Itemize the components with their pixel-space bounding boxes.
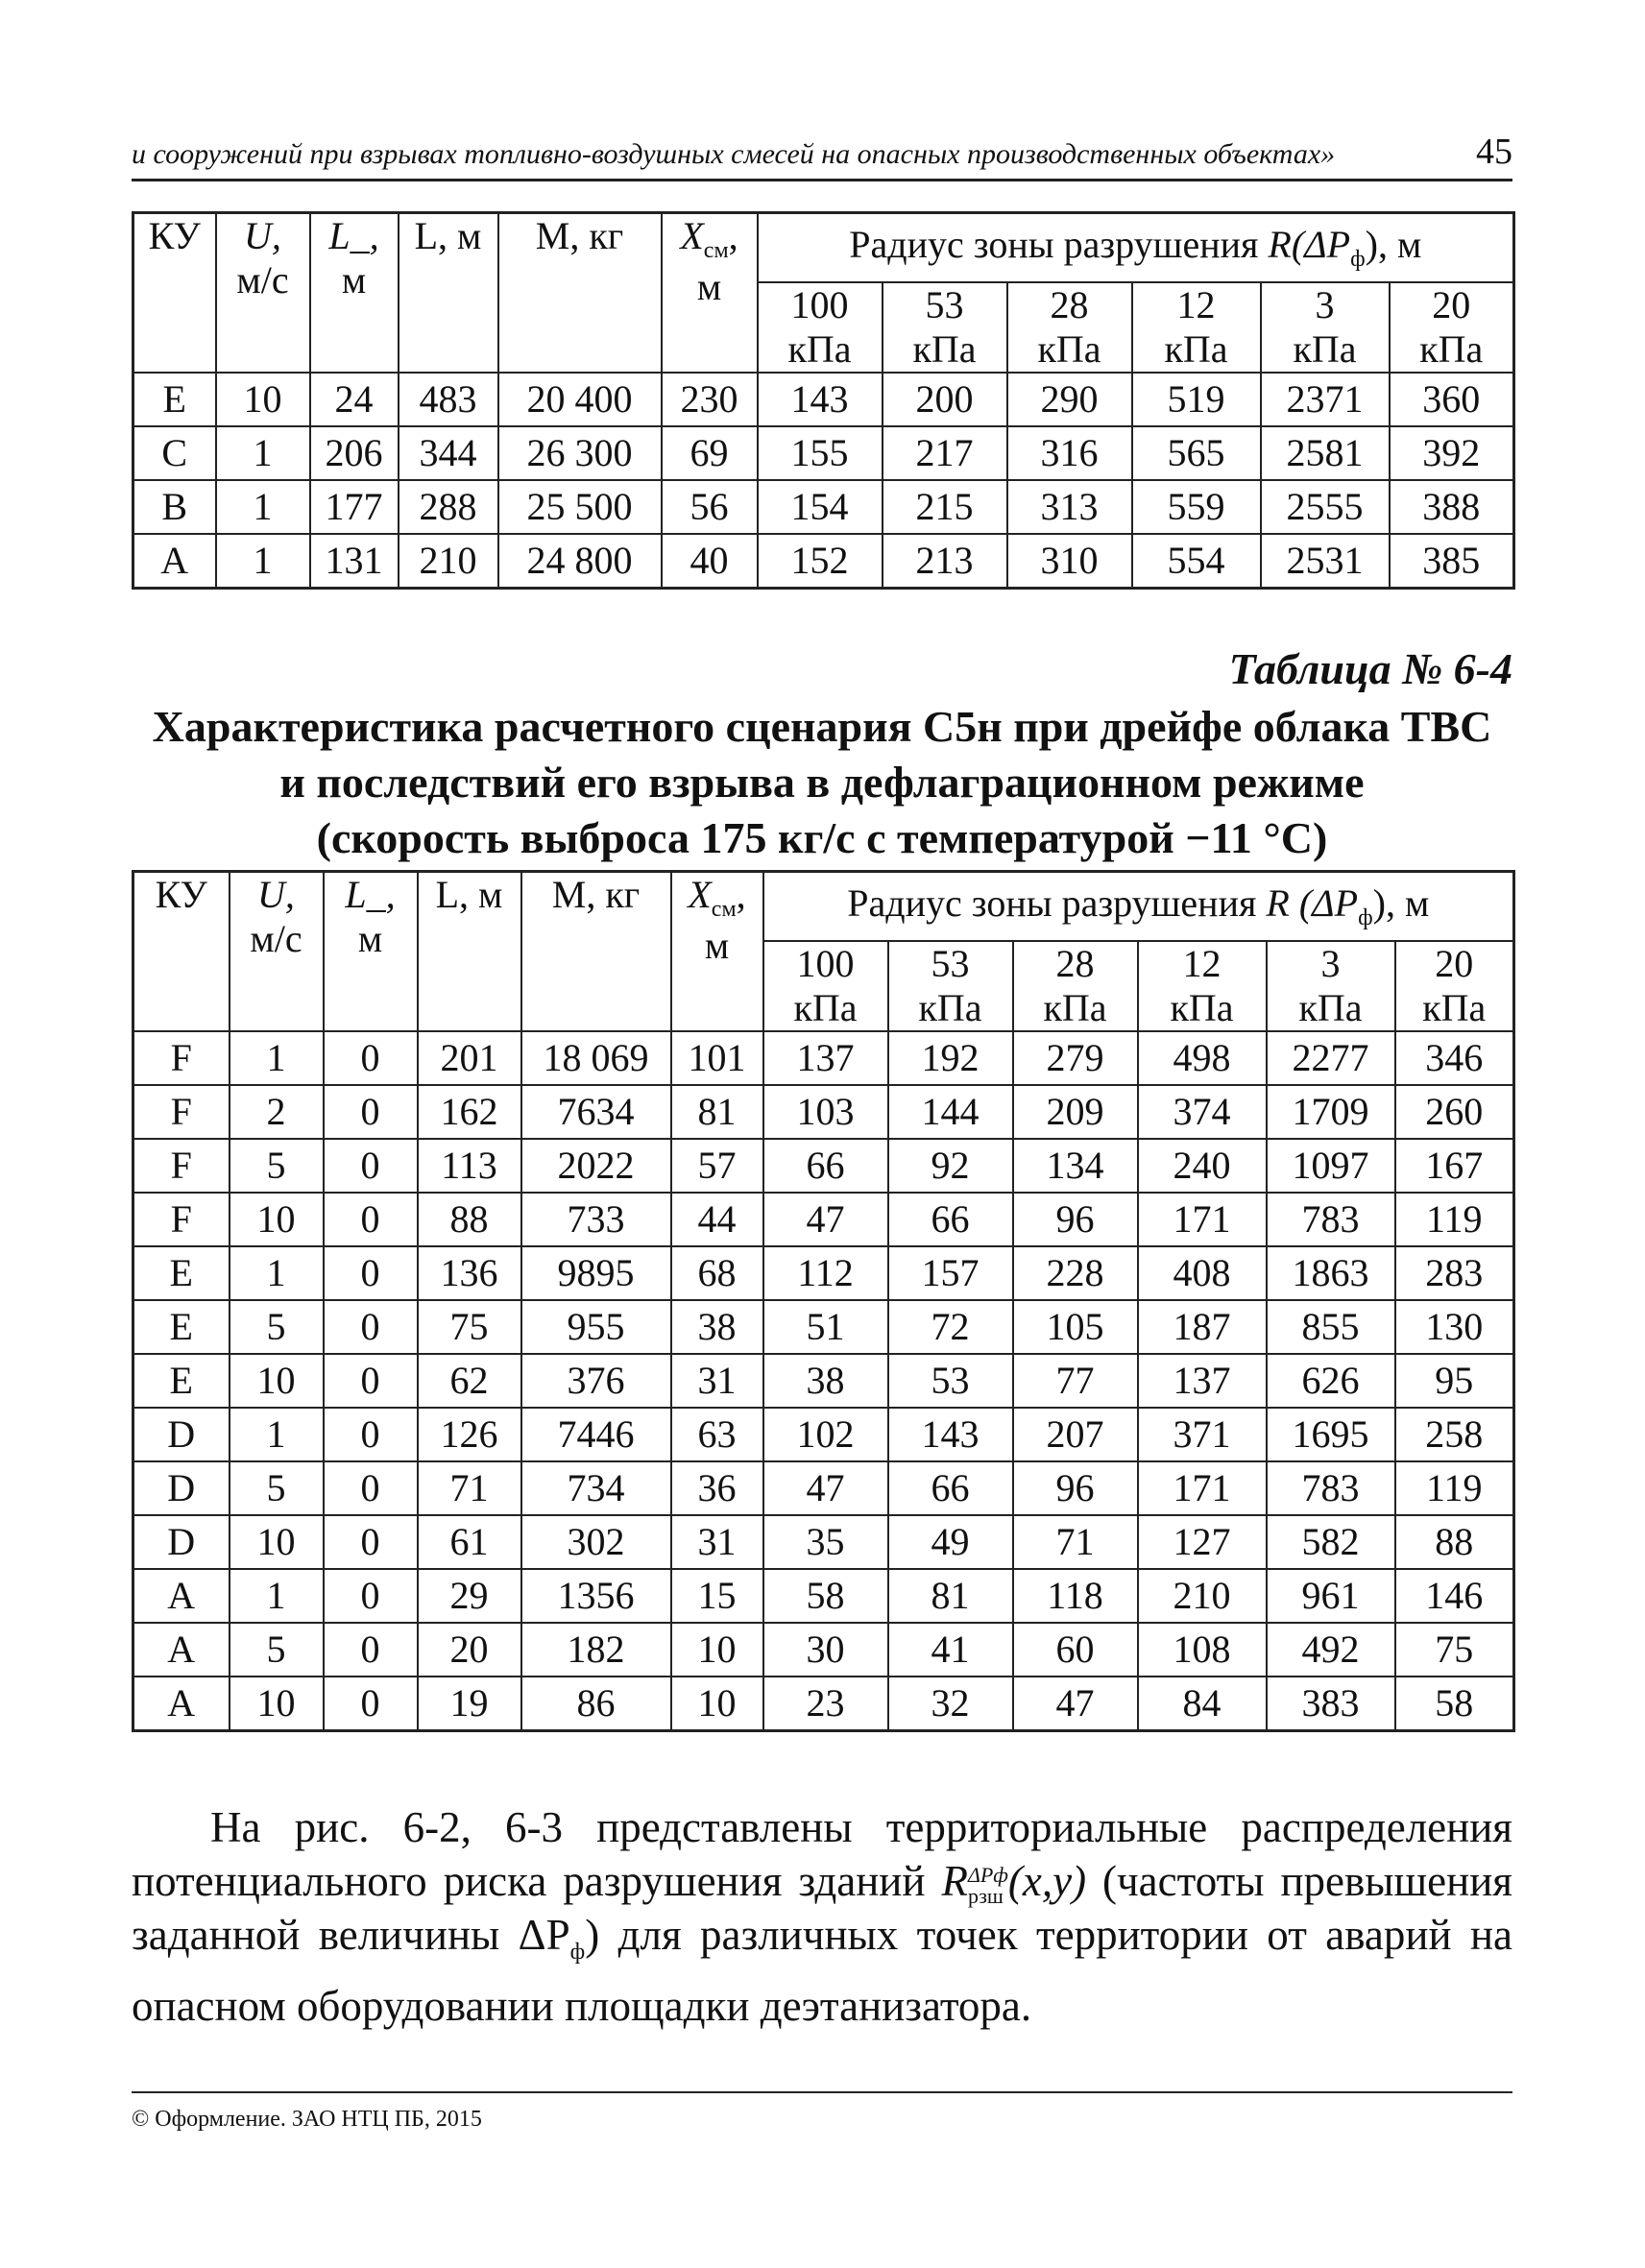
table-cell: 217 — [883, 426, 1007, 480]
col-ku: КУ — [133, 213, 216, 374]
table-cell: E — [133, 1246, 230, 1300]
table-cell: 955 — [521, 1300, 671, 1354]
col-pressure — [1267, 941, 1395, 1031]
table-cell: 258 — [1395, 1408, 1514, 1461]
table-cell: 130 — [1395, 1300, 1514, 1354]
table-cell: 61 — [418, 1515, 521, 1569]
table-cell: 72 — [888, 1300, 1013, 1354]
table-row — [133, 373, 1514, 426]
table-cell: 302 — [521, 1515, 671, 1569]
table-cell: 10 — [216, 373, 310, 426]
table-cell: 0 — [324, 1354, 418, 1408]
table-cell: 2555 — [1261, 480, 1390, 534]
pressure-value: 3 — [1320, 942, 1341, 985]
pressure-value: 20 — [1435, 942, 1474, 985]
table-cell: 0 — [324, 1623, 418, 1677]
table-row — [133, 1677, 1514, 1731]
table-cell: 105 — [1013, 1300, 1138, 1354]
table-cell: 155 — [758, 426, 883, 480]
table-cell: 392 — [1390, 426, 1514, 480]
table-cell: 1356 — [521, 1569, 671, 1623]
table-cell: 310 — [1007, 534, 1132, 589]
table-cell: 213 — [883, 534, 1007, 589]
table-cell: 230 — [662, 373, 758, 426]
body-paragraph — [132, 1800, 1512, 2033]
table-cell: A — [133, 1623, 230, 1677]
pressure-unit: кПа — [793, 986, 858, 1029]
pressure-unit: кПа — [1293, 327, 1357, 371]
col-l: L, м — [399, 213, 498, 374]
table-cell: 25 500 — [498, 480, 662, 534]
table-cell: 112 — [763, 1246, 888, 1300]
table-cell: 23 — [763, 1677, 888, 1731]
table-cell: 136 — [418, 1246, 521, 1300]
table-cell: 60 — [1013, 1623, 1138, 1677]
table-cell: 1 — [230, 1569, 324, 1623]
table-cell: 95 — [1395, 1354, 1514, 1408]
col-ku: КУ — [133, 872, 230, 1032]
table-cell: 69 — [662, 426, 758, 480]
table-caption-title — [132, 699, 1512, 866]
table-row — [133, 1139, 1514, 1193]
running-header — [132, 123, 1512, 181]
table-cell: 565 — [1132, 426, 1261, 480]
table-cell: 209 — [1013, 1085, 1138, 1139]
table-cell: C — [133, 426, 216, 480]
table-cell: 75 — [418, 1300, 521, 1354]
table-row — [133, 1569, 1514, 1623]
table-row — [133, 480, 1514, 534]
col-pressure — [758, 282, 883, 373]
col-m: M, кг — [498, 213, 662, 374]
table-cell: 1709 — [1267, 1085, 1395, 1139]
table-cell: 316 — [1007, 426, 1132, 480]
table-cell: 10 — [230, 1677, 324, 1731]
table-cell: 152 — [758, 534, 883, 589]
table-cell: 210 — [399, 534, 498, 589]
table-cell: 200 — [883, 373, 1007, 426]
table-cell: 15 — [671, 1569, 763, 1623]
table-cell: 51 — [763, 1300, 888, 1354]
col-radius: Радиус зоны разрушения $R(\Delta P_ф)$, м — [758, 213, 1514, 283]
table-cell: 134 — [1013, 1139, 1138, 1193]
table-6-4 — [132, 870, 1515, 1732]
table-cell: 119 — [1395, 1193, 1514, 1246]
table-cell: 118 — [1013, 1569, 1138, 1623]
pressure-value: 20 — [1432, 283, 1471, 326]
table-cell: 20 — [418, 1623, 521, 1677]
table-cell: 24 800 — [498, 534, 662, 589]
running-title: и сооружений при взрывах топливно-воздушных смесей на опасных производственных объектах» — [132, 138, 1336, 170]
col-pressure — [1132, 282, 1261, 373]
table-cell: 1 — [230, 1031, 324, 1085]
table-cell: 56 — [662, 480, 758, 534]
paragraph-text: На рис. 6-2, 6-3 представлены территориальные распределения потенциального риска разрушения зданий — [132, 1803, 1512, 1905]
table-cell: 0 — [324, 1677, 418, 1731]
table-cell: 44 — [671, 1193, 763, 1246]
table-cell: 1 — [216, 534, 310, 589]
table-cell: 81 — [671, 1085, 763, 1139]
table-cell: 2277 — [1267, 1031, 1395, 1085]
table-cell: 96 — [1013, 1193, 1138, 1246]
table-cell: 81 — [888, 1569, 1013, 1623]
table-cell: 38 — [671, 1300, 763, 1354]
table-cell: 734 — [521, 1461, 671, 1515]
col-pressure — [1261, 282, 1390, 373]
table-cell: 187 — [1138, 1300, 1267, 1354]
table-cell: 559 — [1132, 480, 1261, 534]
table-row — [133, 426, 1514, 480]
table-row — [133, 1461, 1514, 1515]
table-cell: 177 — [310, 480, 399, 534]
table-cell: 103 — [763, 1085, 888, 1139]
table-scenario-previous — [132, 211, 1515, 590]
table-cell: 0 — [324, 1193, 418, 1246]
table-cell: 371 — [1138, 1408, 1267, 1461]
table-cell: 137 — [763, 1031, 888, 1085]
table-cell: F — [133, 1193, 230, 1246]
table-cell: 102 — [763, 1408, 888, 1461]
caption-line: и последствий его взрыва в дефлаграционном режиме — [279, 758, 1365, 807]
pressure-value: 28 — [1055, 942, 1095, 985]
table-cell: 66 — [888, 1193, 1013, 1246]
table-cell: 47 — [763, 1193, 888, 1246]
table-cell: 201 — [418, 1031, 521, 1085]
table-row — [133, 1354, 1514, 1408]
table-cell: 88 — [1395, 1515, 1514, 1569]
table-cell: 96 — [1013, 1461, 1138, 1515]
table-row — [133, 1031, 1514, 1085]
page-number: 45 — [1476, 132, 1512, 172]
col-m: M, кг — [521, 872, 671, 1032]
col-pressure — [1007, 282, 1132, 373]
table-cell: 492 — [1267, 1623, 1395, 1677]
table-cell: 47 — [1013, 1677, 1138, 1731]
table-cell: 171 — [1138, 1193, 1267, 1246]
table-row — [133, 1085, 1514, 1139]
table-cell: F — [133, 1139, 230, 1193]
table-cell: 143 — [758, 373, 883, 426]
table-cell: 0 — [324, 1408, 418, 1461]
table-cell: 0 — [324, 1085, 418, 1139]
table-cell: 30 — [763, 1623, 888, 1677]
table-cell: 41 — [888, 1623, 1013, 1677]
table-cell: A — [133, 1677, 230, 1731]
formula-sub-f: ф — [569, 1940, 586, 1965]
pressure-value: 12 — [1176, 283, 1216, 326]
col-pressure — [1390, 282, 1514, 373]
table-cell: 31 — [671, 1354, 763, 1408]
table-cell: 1 — [230, 1246, 324, 1300]
col-pressure — [1395, 941, 1514, 1031]
table-cell: 88 — [418, 1193, 521, 1246]
table-cell: 113 — [418, 1139, 521, 1193]
col-radius: Радиус зоны разрушения R $(\Delta P_ф)$, м — [763, 872, 1514, 942]
table-cell: F — [133, 1031, 230, 1085]
table-cell: F — [133, 1085, 230, 1139]
table-cell: 0 — [324, 1569, 418, 1623]
pressure-unit: кПа — [1422, 986, 1487, 1029]
pressure-unit: кПа — [918, 986, 982, 1029]
table-cell: 376 — [521, 1354, 671, 1408]
table-cell: 20 400 — [498, 373, 662, 426]
col-u: U, м/с — [216, 213, 310, 374]
table-cell: 126 — [418, 1408, 521, 1461]
table-cell: 279 — [1013, 1031, 1138, 1085]
table-cell: 0 — [324, 1139, 418, 1193]
table-cell: 2581 — [1261, 426, 1390, 480]
pressure-unit: кПа — [787, 327, 852, 371]
table-cell: 192 — [888, 1031, 1013, 1085]
pressure-value: 28 — [1050, 283, 1089, 326]
footer — [132, 2091, 1512, 2133]
paragraph-text: ) для различных точек территории от аварий на опасном оборудовании площадки деэтанизатора. — [132, 1911, 1512, 2030]
table-cell: 53 — [888, 1354, 1013, 1408]
col-xcm: $X_{см}$, м — [662, 213, 758, 374]
table-cell: 18 069 — [521, 1031, 671, 1085]
table-cell: 63 — [671, 1408, 763, 1461]
table-cell: 240 — [1138, 1139, 1267, 1193]
table-cell: D — [133, 1515, 230, 1569]
table-cell: 7634 — [521, 1085, 671, 1139]
table-cell: 483 — [399, 373, 498, 426]
table-cell: 733 — [521, 1193, 671, 1246]
table-cell: 38 — [763, 1354, 888, 1408]
pressure-value: 12 — [1182, 942, 1222, 985]
table-cell: 66 — [763, 1139, 888, 1193]
table-cell: 10 — [230, 1193, 324, 1246]
table-cell: B — [133, 480, 216, 534]
formula-base: R — [941, 1857, 968, 1905]
table-cell: 210 — [1138, 1569, 1267, 1623]
table-cell: 206 — [310, 426, 399, 480]
table-cell: E — [133, 1300, 230, 1354]
caption-line: (скорость выброса 175 кг/с с температурой −11 °С) — [316, 813, 1328, 862]
table-cell: 582 — [1267, 1515, 1395, 1569]
table-cell: 19 — [418, 1677, 521, 1731]
table-cell: 162 — [418, 1085, 521, 1139]
table-cell: 5 — [230, 1300, 324, 1354]
table-cell: 383 — [1267, 1677, 1395, 1731]
table-cell: 290 — [1007, 373, 1132, 426]
col-l: L, м — [418, 872, 521, 1032]
pressure-unit: кПа — [1164, 327, 1228, 371]
table-cell: 260 — [1395, 1085, 1514, 1139]
formula-sup: ΔPф — [967, 1862, 1008, 1887]
table-cell: 10 — [230, 1354, 324, 1408]
table-cell: 313 — [1007, 480, 1132, 534]
pressure-unit: кПа — [1298, 986, 1363, 1029]
table-cell: 62 — [418, 1354, 521, 1408]
pressure-value: 53 — [931, 942, 970, 985]
table-cell: 346 — [1395, 1031, 1514, 1085]
table-cell: 0 — [324, 1515, 418, 1569]
col-pressure — [1013, 941, 1138, 1031]
table-cell: 288 — [399, 480, 498, 534]
table-cell: E — [133, 373, 216, 426]
table-cell: 215 — [883, 480, 1007, 534]
table-cell: 71 — [418, 1461, 521, 1515]
table-row — [133, 1300, 1514, 1354]
table-cell: 5 — [230, 1139, 324, 1193]
table-cell: 0 — [324, 1461, 418, 1515]
table-cell: 207 — [1013, 1408, 1138, 1461]
table-cell: 10 — [671, 1677, 763, 1731]
table-cell: 154 — [758, 480, 883, 534]
pressure-unit: кПа — [1419, 327, 1484, 371]
table-cell: 783 — [1267, 1461, 1395, 1515]
table-cell: 57 — [671, 1139, 763, 1193]
pressure-value: 3 — [1315, 283, 1335, 326]
table-cell: 167 — [1395, 1139, 1514, 1193]
table-cell: 5 — [230, 1623, 324, 1677]
table-cell: 783 — [1267, 1193, 1395, 1246]
col-xcm: $X_{см}$, м — [671, 872, 763, 1032]
table-cell: 101 — [671, 1031, 763, 1085]
table-cell: 108 — [1138, 1623, 1267, 1677]
table-cell: 961 — [1267, 1569, 1395, 1623]
table-cell: 1097 — [1267, 1139, 1395, 1193]
table-cell: 1863 — [1267, 1246, 1395, 1300]
table-cell: D — [133, 1408, 230, 1461]
table-cell: 10 — [230, 1515, 324, 1569]
pressure-value: 100 — [796, 942, 855, 985]
table-cell: 7446 — [521, 1408, 671, 1461]
copyright: © Оформление. ЗАО НТЦ ПБ, 2015 — [132, 2107, 482, 2132]
caption-line: Характеристика расчетного сценария С5н при дрейфе облака ТВС — [152, 702, 1492, 751]
table-cell: 68 — [671, 1246, 763, 1300]
table-cell: 498 — [1138, 1031, 1267, 1085]
table-cell: 855 — [1267, 1300, 1395, 1354]
table-cell: 1 — [216, 480, 310, 534]
table-cell: 360 — [1390, 373, 1514, 426]
pressure-unit: кПа — [1170, 986, 1234, 1029]
formula-sub: рзш — [967, 1883, 1004, 1908]
table-cell: 58 — [1395, 1677, 1514, 1731]
table-cell: 5 — [230, 1461, 324, 1515]
table-cell: 131 — [310, 534, 399, 589]
pressure-value: 53 — [925, 283, 964, 326]
table-cell: 47 — [763, 1461, 888, 1515]
table-cell: 58 — [763, 1569, 888, 1623]
table-cell: 385 — [1390, 534, 1514, 589]
table-row — [133, 534, 1514, 589]
table-cell: 49 — [888, 1515, 1013, 1569]
table-cell: 36 — [671, 1461, 763, 1515]
col-pressure — [763, 941, 888, 1031]
table-cell: 2531 — [1261, 534, 1390, 589]
table-cell: 157 — [888, 1246, 1013, 1300]
table-cell: 2371 — [1261, 373, 1390, 426]
table-cell: 228 — [1013, 1246, 1138, 1300]
table-cell: 84 — [1138, 1677, 1267, 1731]
table-cell: A — [133, 1569, 230, 1623]
table-cell: 35 — [763, 1515, 888, 1569]
table-cell: 31 — [671, 1515, 763, 1569]
table-cell: 171 — [1138, 1461, 1267, 1515]
table-cell: 1 — [216, 426, 310, 480]
table-cell: 626 — [1267, 1354, 1395, 1408]
col-lminus: L_, м — [310, 213, 399, 374]
table-cell: 374 — [1138, 1085, 1267, 1139]
table-cell: 519 — [1132, 373, 1261, 426]
table-cell: 144 — [888, 1085, 1013, 1139]
table-cell: 119 — [1395, 1461, 1514, 1515]
table-cell: 2 — [230, 1085, 324, 1139]
table-row — [133, 1515, 1514, 1569]
paragraph-text: (частоты превышения заданной величины ΔP — [132, 1857, 1512, 1959]
table-cell: 143 — [888, 1408, 1013, 1461]
table-cell: 146 — [1395, 1569, 1514, 1623]
col-u: U, м/с — [230, 872, 324, 1032]
table-cell: 182 — [521, 1623, 671, 1677]
pressure-unit: кПа — [912, 327, 977, 371]
table-cell: 2022 — [521, 1139, 671, 1193]
table-cell: 1695 — [1267, 1408, 1395, 1461]
table-cell: 0 — [324, 1031, 418, 1085]
col-pressure — [1138, 941, 1267, 1031]
table-cell: 29 — [418, 1569, 521, 1623]
table-cell: 127 — [1138, 1515, 1267, 1569]
table-cell: 388 — [1390, 480, 1514, 534]
table-cell: 10 — [671, 1623, 763, 1677]
col-pressure — [883, 282, 1007, 373]
table-cell: 408 — [1138, 1246, 1267, 1300]
table-cell: 9895 — [521, 1246, 671, 1300]
table-cell: 0 — [324, 1300, 418, 1354]
table-cell: E — [133, 1354, 230, 1408]
formula-args: (x,y) — [1007, 1857, 1087, 1905]
pressure-value: 100 — [790, 283, 849, 326]
table-cell: 92 — [888, 1139, 1013, 1193]
table-cell: 75 — [1395, 1623, 1514, 1677]
table-cell: 40 — [662, 534, 758, 589]
col-lminus: L_, м — [324, 872, 418, 1032]
pressure-unit: кПа — [1043, 986, 1107, 1029]
table-cell: A — [133, 534, 216, 589]
table-cell: 283 — [1395, 1246, 1514, 1300]
table-row — [133, 1246, 1514, 1300]
table-cell: 32 — [888, 1677, 1013, 1731]
table-caption-number: Таблица № 6-4 — [1228, 644, 1512, 693]
table-row — [133, 1193, 1514, 1246]
table-cell: 66 — [888, 1461, 1013, 1515]
pressure-unit: кПа — [1037, 327, 1101, 371]
table-cell: 554 — [1132, 534, 1261, 589]
table-cell: 77 — [1013, 1354, 1138, 1408]
table-cell: 344 — [399, 426, 498, 480]
table-cell: 0 — [324, 1246, 418, 1300]
table-cell: 86 — [521, 1677, 671, 1731]
table-cell: 71 — [1013, 1515, 1138, 1569]
table-cell: D — [133, 1461, 230, 1515]
col-pressure — [888, 941, 1013, 1031]
table-cell: 24 — [310, 373, 399, 426]
table-row — [133, 1623, 1514, 1677]
table-cell: 137 — [1138, 1354, 1267, 1408]
table-cell: 26 300 — [498, 426, 662, 480]
table-row — [133, 1408, 1514, 1461]
table-cell: 1 — [230, 1408, 324, 1461]
